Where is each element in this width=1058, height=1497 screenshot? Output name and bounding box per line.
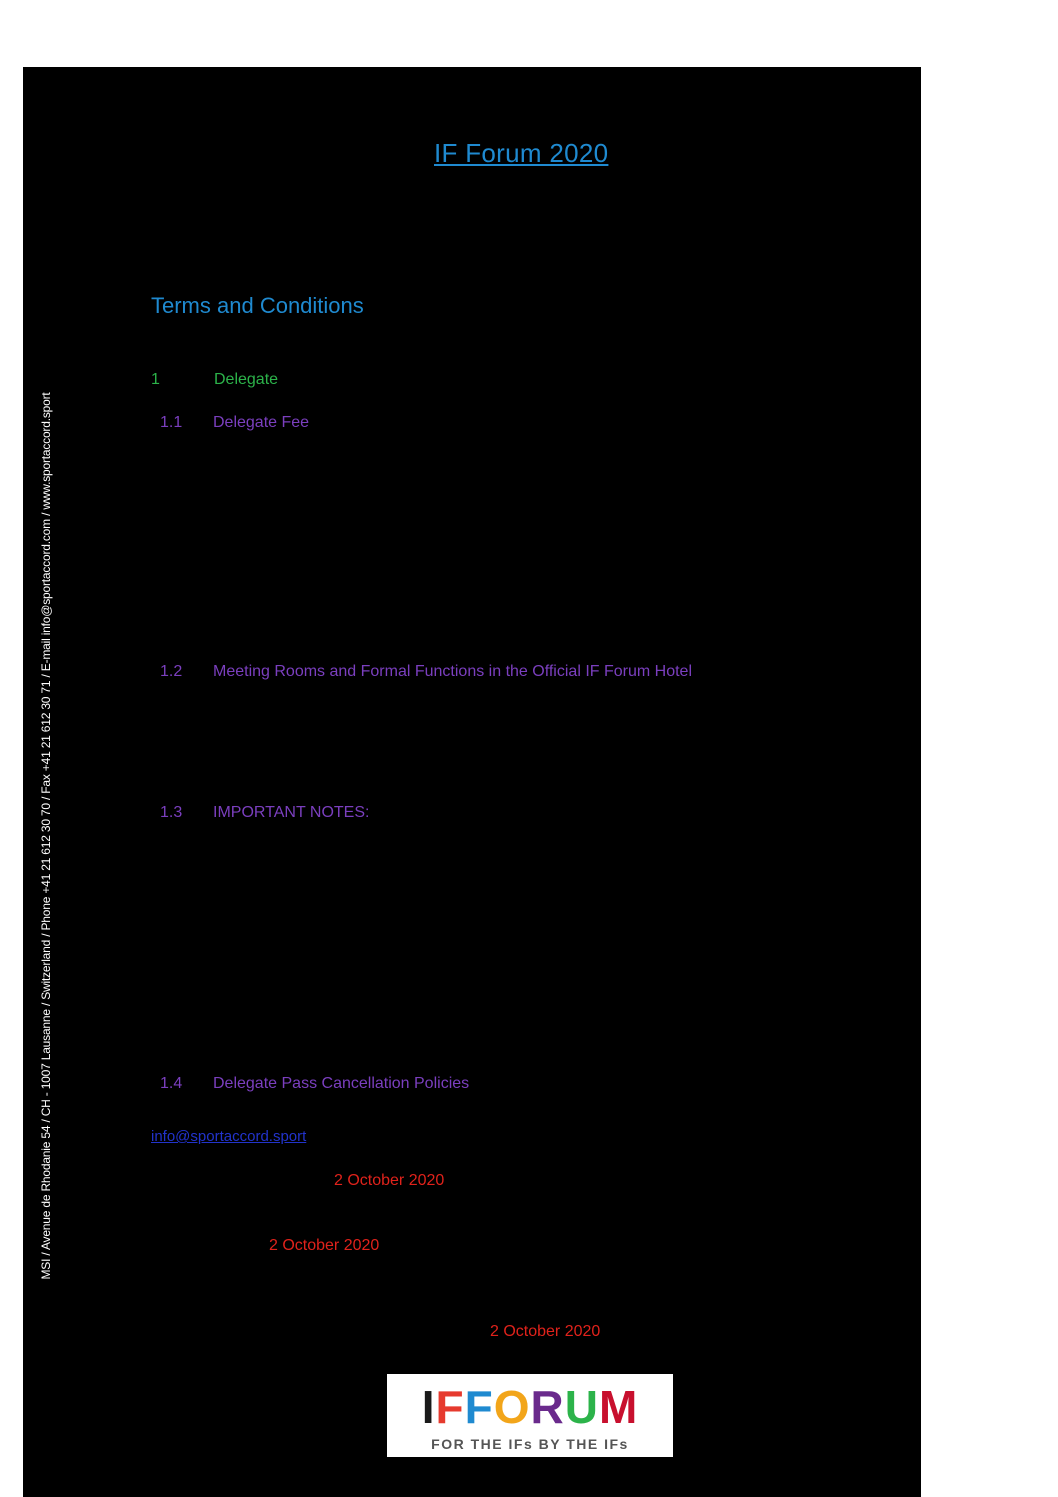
subsection-number: 1.2	[160, 663, 183, 680]
subsection-label: IMPORTANT NOTES:	[213, 804, 370, 821]
subsection-label: Delegate Fee	[213, 414, 310, 431]
logo-wordmark	[387, 1380, 673, 1434]
subsection-number: 1.4	[160, 1075, 183, 1092]
logo-letter: I	[421, 1381, 436, 1433]
subsection-number: 1.1	[160, 414, 183, 431]
logo-letter: F	[464, 1381, 494, 1433]
ifforum-logo	[387, 1374, 673, 1457]
subsection-label: Meeting Rooms and Formal Functions in the Official IF Forum Hotel	[213, 663, 692, 680]
section-title: Terms and Conditions	[151, 293, 364, 318]
document-page	[23, 67, 921, 1497]
logo-letter: R	[530, 1381, 565, 1433]
deadline-date: 2 October 2020	[269, 1237, 380, 1254]
subsection-number: 1.3	[160, 804, 183, 821]
section-label: Delegate	[214, 371, 279, 388]
contact-email-link[interactable]: info@sportaccord.sport	[151, 1128, 307, 1145]
logo-letter: F	[435, 1381, 465, 1433]
deadline-date: 2 October 2020	[490, 1323, 601, 1340]
deadline-date: 2 October 2020	[334, 1172, 445, 1189]
logo-tagline: FOR THE IFs BY THE IFs	[431, 1436, 629, 1452]
logo-letter: O	[493, 1381, 531, 1433]
logo-letter: U	[564, 1381, 599, 1433]
subsection-label: Delegate Pass Cancellation Policies	[213, 1075, 470, 1092]
logo-letter: M	[598, 1381, 639, 1433]
document-title: IF Forum 2020	[434, 138, 609, 168]
sidebar-address: MSI / Avenue de Rhodanie 54 / CH - 1007 Lausanne / Switzerland / Phone +41 21 612 30 70 / Fax +41 21 612 30 71 / E-mail info@sportaccord.com / www.sportaccord.sport	[39, 392, 53, 1280]
section-number: 1	[151, 371, 160, 388]
